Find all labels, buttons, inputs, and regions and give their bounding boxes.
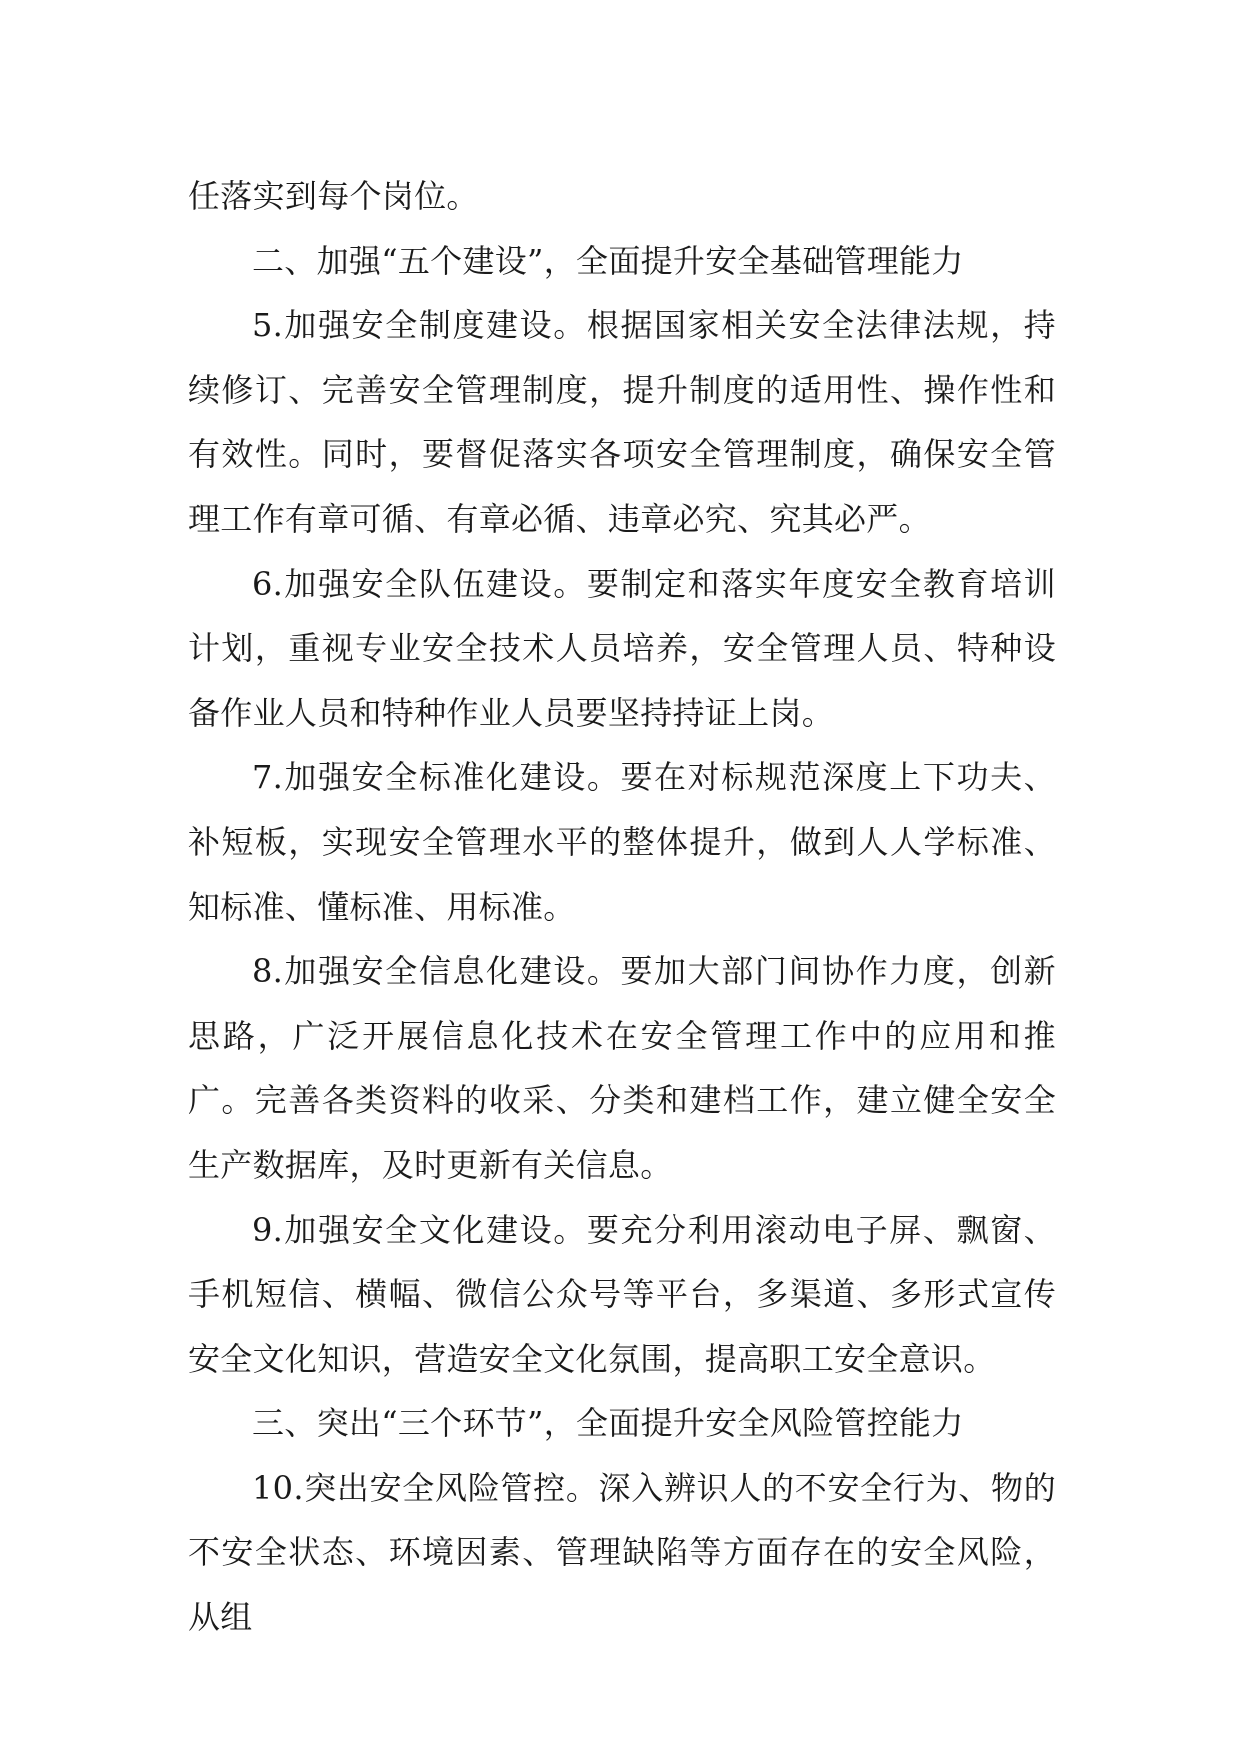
section-heading-three: 三、突出“三个环节”，全面提升安全风险管控能力 (252, 1404, 964, 1443)
section-heading-two: 二、加强“五个建设”，全面提升安全基础管理能力 (252, 241, 964, 280)
paragraph-item-10: 10.突出安全风险管控。深入辨识人的不安全行为、物的不安全状态、环境因素、管理缺陷等方面存在的安全风险，从组 (188, 1468, 1056, 1637)
document-body (188, 164, 1056, 1650)
paragraph-continuation: 任落实到每个岗位。 (188, 177, 479, 215)
paragraph-item-9: 9.加强安全文化建设。要充分利用滚动电子屏、飘窗、手机短信、横幅、微信公众号等平台，多渠道、多形式宣传安全文化知识，营造安全文化氛围，提高职工安全意识。 (188, 1210, 1056, 1378)
paragraph-item-6: 6.加强安全队伍建设。要制定和落实年度安全教育培训计划，重视专业安全技术人员培养，安全管理人员、特种设备作业人员和特种作业人员要坚持持证上岗。 (188, 564, 1056, 732)
paragraph-item-7: 7.加强安全标准化建设。要在对标规范深度上下功夫、补短板，实现安全管理水平的整体提升，做到人人学标准、知标准、懂标准、用标准。 (188, 758, 1056, 926)
paragraph-item-8: 8.加强安全信息化建设。要加大部门间协作力度，创新思路，广泛开展信息化技术在安全管理工作中的应用和推广。完善各类资料的收采、分类和建档工作，建立健全安全生产数据库，及时更新有关信息。 (188, 952, 1056, 1184)
paragraph-item-5: 5.加强安全制度建设。根据国家相关安全法律法规，持续修订、完善安全管理制度，提升制度的适用性、操作性和有效性。同时，要督促落实各项安全管理制度，确保安全管理工作有章可循、有章必循、违章必究、究其必严。 (188, 306, 1056, 538)
